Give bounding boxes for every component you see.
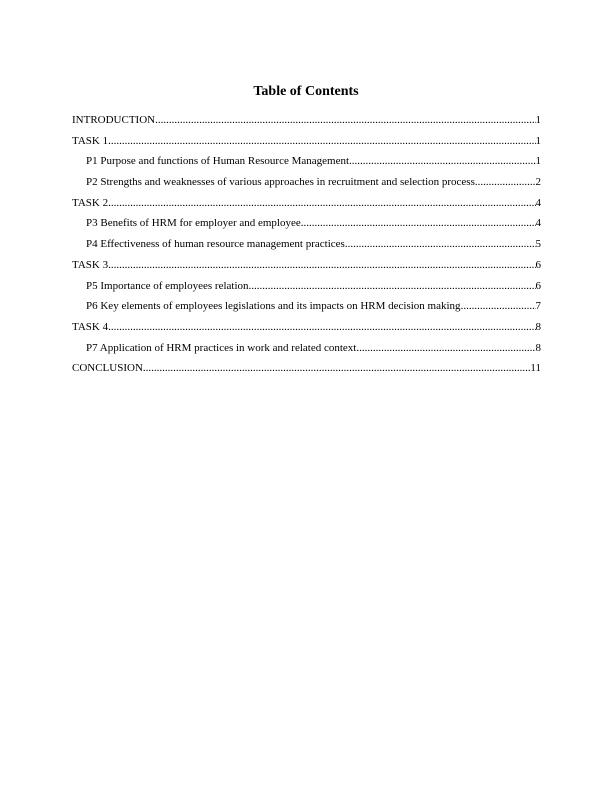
toc-entry-p7[interactable] [72,341,541,362]
toc-entry-page-number: 1 [535,114,541,126]
toc-entry-label: P7 Application of HRM practices in work and related context [86,341,357,354]
toc-entry-task-4[interactable] [72,320,541,341]
toc-entry-page-number: 6 [535,279,541,292]
toc-entry-label: P2 Strengths and weaknesses of various approaches in recruitment and selection process [86,176,475,189]
toc-entry-label: P3 Benefits of HRM for employer and employee [86,217,301,230]
toc-dot-leader [249,279,536,293]
toc-entry-p3[interactable] [72,216,541,237]
toc-dot-leader [475,175,536,189]
toc-entry-label: TASK 4 [72,320,109,333]
toc-entry-page-number: 2 [535,176,541,189]
toc-entry-label: TASK 3 [72,258,109,271]
toc-entry-p6[interactable] [72,299,541,320]
toc-entry-task-3[interactable] [72,258,541,279]
toc-dot-leader [108,196,535,210]
toc-entry-task-1[interactable] [72,134,541,155]
toc-dot-leader [356,341,535,355]
toc-dot-leader [301,216,536,230]
toc-entry-label: TASK 2 [72,196,109,209]
toc-dot-leader [108,258,535,272]
toc-dot-leader [345,237,536,251]
toc-entry-label: P5 Importance of employees relation [86,279,249,292]
toc-entry-page-number: 6 [535,258,541,271]
toc-entry-page-number: 1 [535,155,541,168]
toc-dot-leader [461,299,536,313]
toc-entry-label: P4 Effectiveness of human resource management practices [86,238,345,251]
toc-entry-introduction[interactable] [72,113,541,134]
toc-entry-conclusion[interactable] [72,361,541,382]
toc-dot-leader [143,361,531,375]
toc-entry-p2[interactable] [72,175,541,196]
toc-entry-task-2[interactable] [72,196,541,217]
toc-entry-label: CONCLUSION [72,362,143,375]
toc-dot-leader [349,154,535,168]
toc-entry-label: INTRODUCTION [72,114,156,126]
toc-entry-page-number: 7 [535,300,541,313]
toc-entry-page-number: 4 [535,196,541,209]
toc-dot-leader [155,113,535,127]
toc-entry-page-number: 4 [535,217,541,230]
toc-entry-page-number: 8 [535,341,541,354]
toc-entry-page-number: 11 [530,362,541,375]
toc-entry-page-number: 8 [535,320,541,333]
toc-entry-page-number: 5 [535,238,541,251]
toc-entry-p4[interactable] [72,237,541,258]
toc-entry-p1[interactable] [72,154,541,175]
toc-entry-label: P6 Key elements of employees legislations and its impacts on HRM decision making [86,300,461,313]
toc-list [72,113,541,382]
toc-title: Table of Contents [253,84,359,99]
toc-entry-label: TASK 1 [72,134,109,147]
toc-entry-p5[interactable] [72,279,541,300]
toc-dot-leader [108,134,535,148]
toc-dot-leader [108,320,535,334]
toc-entry-label: P1 Purpose and functions of Human Resource Management [86,155,350,168]
toc-entry-page-number: 1 [535,134,541,147]
